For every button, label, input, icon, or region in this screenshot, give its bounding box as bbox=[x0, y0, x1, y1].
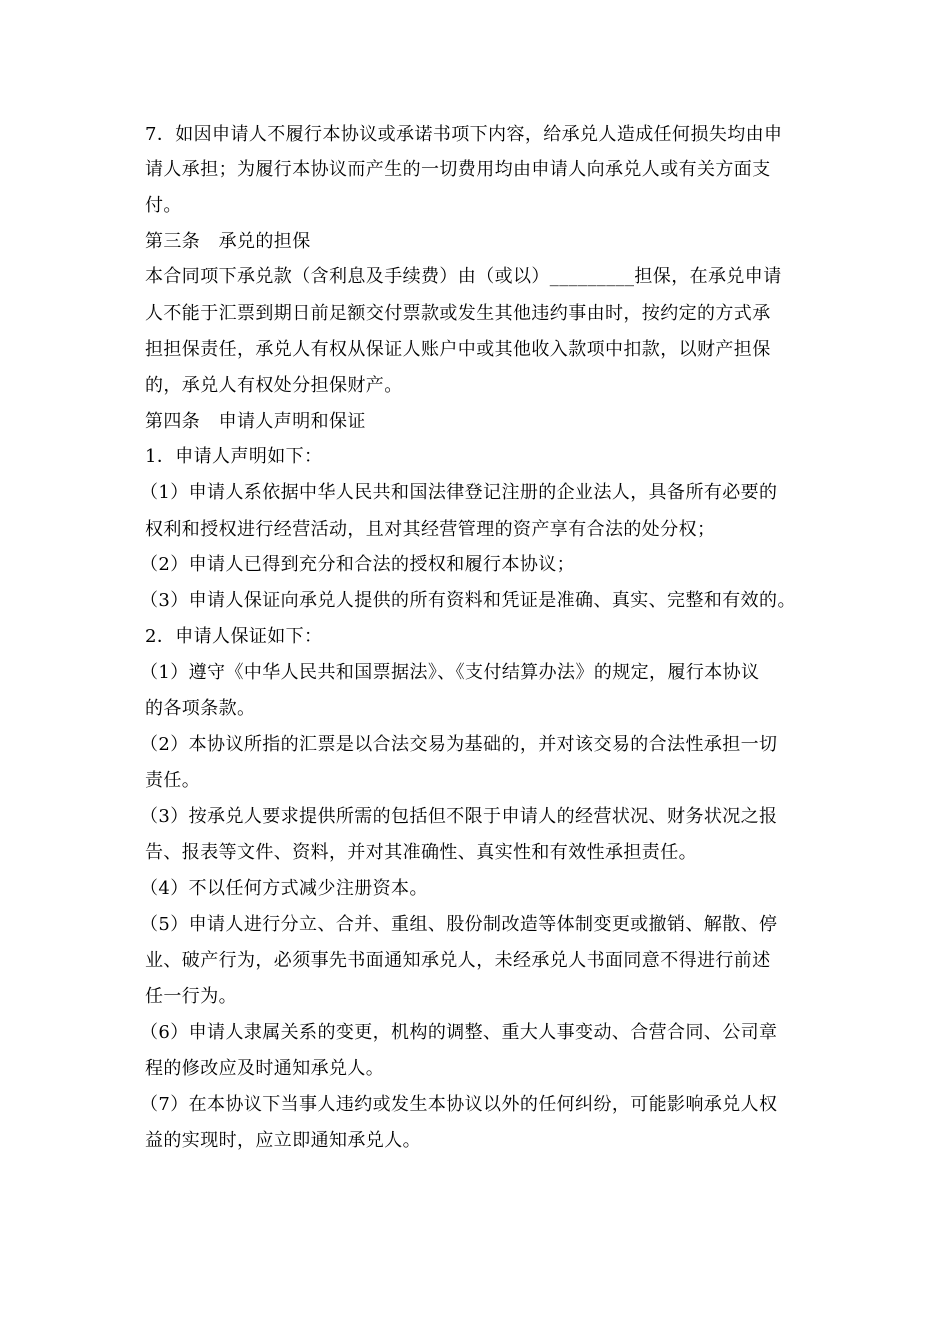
text-line: （2）申请人已得到充分和合法的授权和履行本协议； bbox=[140, 554, 576, 575]
text-line: 权利和授权进行经营活动，且对其经营管理的资产享有合法的处分权； bbox=[145, 519, 716, 540]
text-line: 的各项条款。 bbox=[145, 698, 256, 719]
section-heading: 第四条 申请人声明和保证 bbox=[145, 411, 366, 432]
text-line: 付。 bbox=[145, 195, 182, 216]
text-line: 告、报表等文件、资料，并对其准确性、真实性和有效性承担责任。 bbox=[145, 842, 697, 863]
text-line: 责任。 bbox=[145, 770, 201, 791]
text-line: （7）在本协议下当事人违约或发生本协议以外的任何纠纷，可能影响承兑人权 bbox=[140, 1094, 778, 1115]
text-line: 业、破产行为，必须事先书面通知承兑人，未经承兑人书面同意不得进行前述 bbox=[145, 950, 771, 971]
text-line: 任一行为。 bbox=[145, 986, 237, 1007]
text-line: （3）按承兑人要求提供所需的包括但不限于申请人的经营状况、财务状况之报 bbox=[140, 806, 778, 827]
text-line: 益的实现时，应立即通知承兑人。 bbox=[145, 1130, 421, 1151]
text-line: 7．如因申请人不履行本协议或承诺书项下内容，给承兑人造成任何损失均由申 bbox=[145, 124, 783, 145]
text-line: （6）申请人隶属关系的变更，机构的调整、重大人事变动、合营合同、公司章 bbox=[140, 1022, 778, 1043]
text-line: （4）不以任何方式减少注册资本。 bbox=[140, 878, 428, 899]
text-line: 请人承担；为履行本协议而产生的一切费用均由申请人向承兑人或有关方面支 bbox=[145, 159, 771, 180]
text-line: 程的修改应及时通知承兑人。 bbox=[145, 1058, 385, 1079]
text-line: 2．申请人保证如下： bbox=[145, 626, 323, 647]
text-line: （2）本协议所指的汇票是以合法交易为基础的，并对该交易的合法性承担一切 bbox=[140, 734, 778, 755]
text-line: （1）遵守《中华人民共和国票据法》、《支付结算办法》的规定，履行本协议 bbox=[140, 662, 760, 683]
text-line: 1．申请人声明如下： bbox=[145, 446, 323, 467]
section-heading: 第三条 承兑的担保 bbox=[145, 231, 311, 252]
text-line: 担担保责任，承兑人有权从保证人账户中或其他收入款项中扣款，以财产担保 bbox=[145, 339, 771, 360]
text-line: 本合同项下承兑款（含利息及手续费）由（或以）_________担保，在承兑申请 bbox=[145, 266, 782, 287]
text-line: （3）申请人保证向承兑人提供的所有资料和凭证是准确、真实、完整和有效的。 bbox=[140, 590, 796, 611]
text-line: （5）申请人进行分立、合并、重组、股份制改造等体制变更或撤销、解散、停 bbox=[140, 914, 778, 935]
text-line: 的，承兑人有权处分担保财产。 bbox=[145, 375, 403, 396]
text-line: 人不能于汇票到期日前足额交付票款或发生其他违约事由时，按约定的方式承 bbox=[145, 303, 771, 324]
text-line: （1）申请人系依据中华人民共和国法律登记注册的企业法人，具备所有必要的 bbox=[140, 482, 778, 503]
